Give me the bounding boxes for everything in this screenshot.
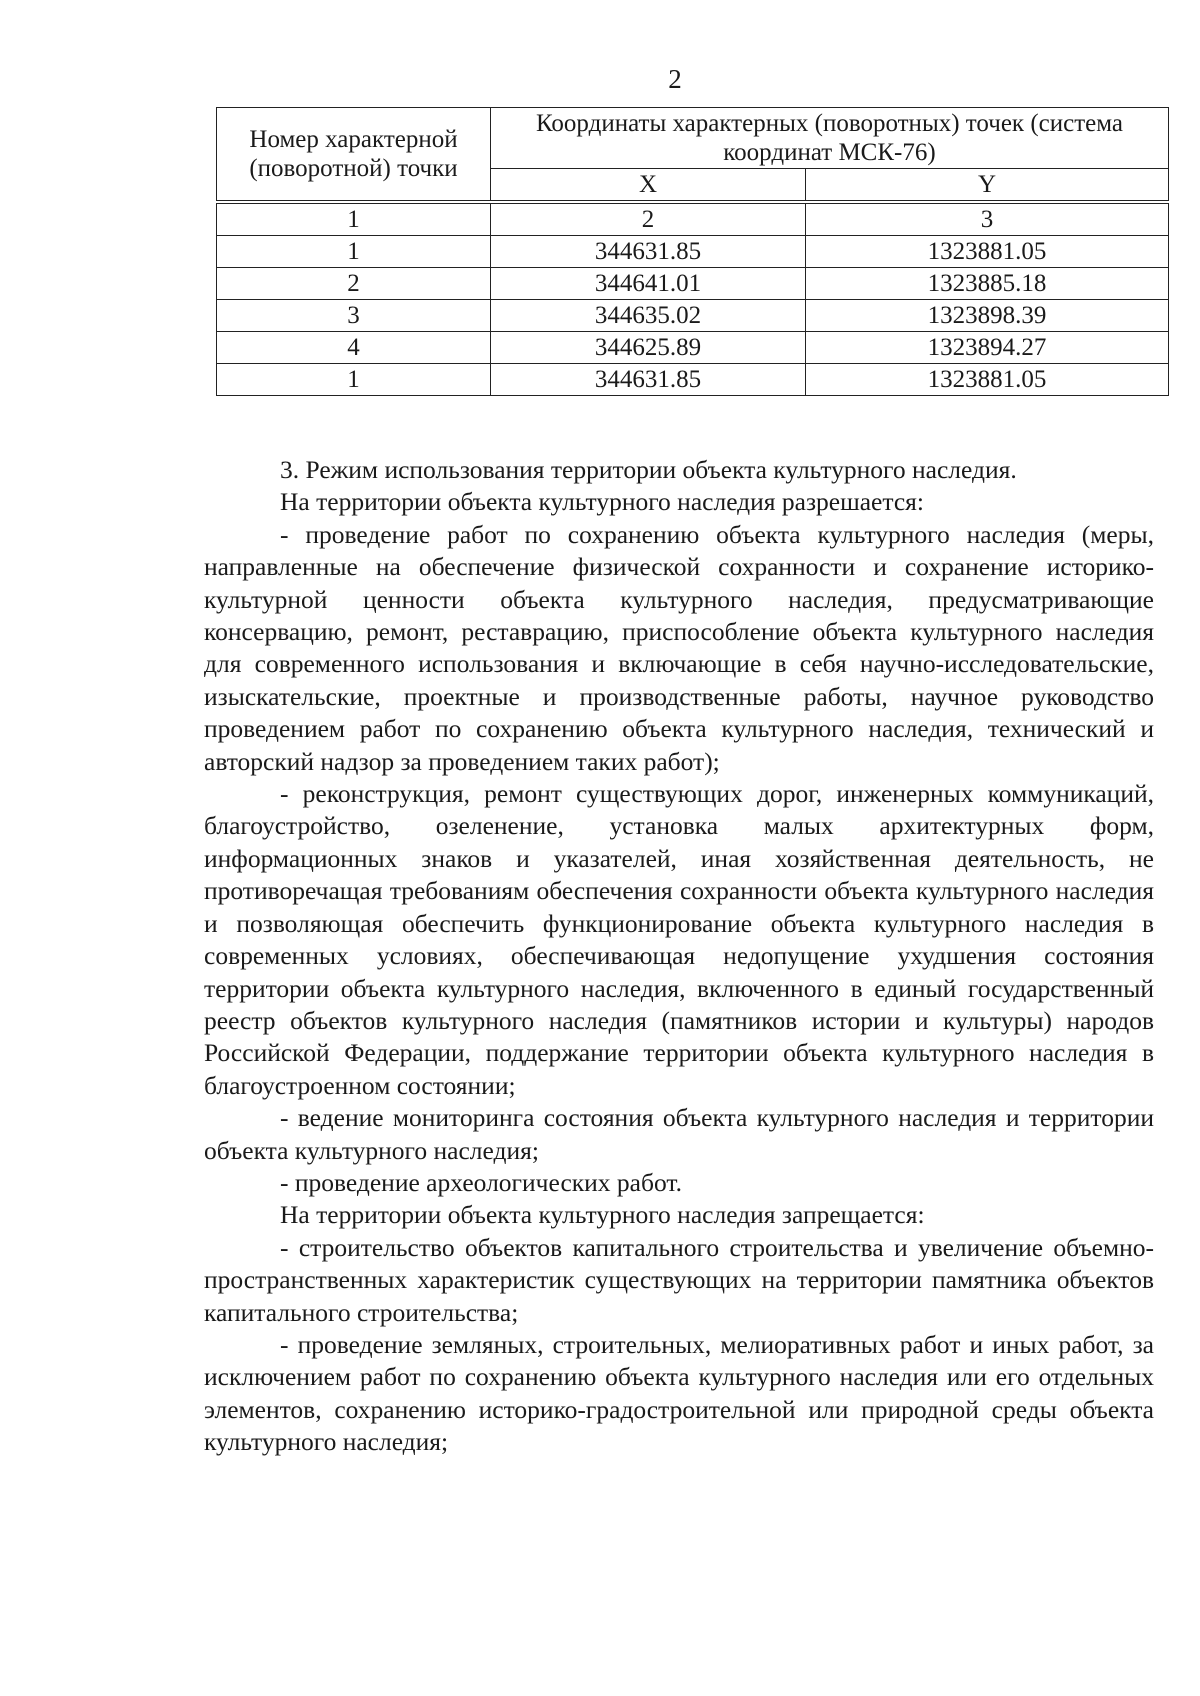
prohibited-item: - строительство объектов капитального строительства и увеличение объемно-пространственных характеристик существующих на территории памятника объектов капитального строительства; (204, 1232, 1154, 1327)
header-y: Y (806, 169, 1169, 203)
allowed-item: - ведение мониторинга состояния объекта культурного наследия и территории объекта культурного наследия; (204, 1103, 1154, 1165)
header-coordinates: Координаты характерных (поворотных) точек (система координат МСК-76) (491, 108, 1169, 169)
column-number: 1 (217, 202, 491, 236)
table-header-row (217, 108, 1169, 169)
allowed-item: - проведение археологических работ. (280, 1167, 682, 1197)
page-number: 2 (668, 64, 682, 94)
allowed-item: - реконструкция, ремонт существующих дорог, инженерных коммуникаций, благоустройство, озеленение, установка малых архитектурных форм, информационных знаков и указателей, иная хозяйственная деятельность, не противоречащая требованиям обеспечения сохранности объекта культурного наследия и позволяющая обеспечить функционирование объекта культурного наследия в современных условиях, обеспечивающая недопущение ухудшения состояния территории объекта культурного наследия, включенного в единый государственный реестр объектов культурного наследия (памятников истории и культуры) народов Российской Федерации, поддержание территории объекта культурного наследия в благоустроенном состоянии; (204, 779, 1154, 1100)
point-cell: 1 (217, 236, 491, 268)
y-cell: 1323881.05 (806, 236, 1169, 268)
y-cell: 1323885.18 (806, 268, 1169, 300)
prohibited-item: - проведение земляных, строительных, мелиоративных работ и иных работ, за исключением работ по сохранению объекта культурного наследия или его отдельных элементов, сохранению историко-градостроительной или природной среды объекта культурного наследия; (204, 1329, 1154, 1457)
table-row (217, 332, 1169, 364)
x-cell: 344635.02 (491, 300, 806, 332)
x-cell: 344631.85 (491, 236, 806, 268)
y-cell: 1323881.05 (806, 364, 1169, 396)
point-cell: 2 (217, 268, 491, 300)
table-row (217, 364, 1169, 396)
coordinates-table (216, 107, 1169, 396)
allowed-item: - проведение работ по сохранению объекта культурного наследия (меры, направленные на обеспечение физической сохранности и сохранение историко-культурной ценности объекта культурного наследия, предусматривающие консервацию, ремонт, реставрацию, приспособление объекта культурного наследия для современного использования и включающие в себя научно-исследовательские, изыскательские, проектные и производственные работы, научное руководство проведением работ по сохранению объекта культурного наследия, технический и авторский надзор за проведением таких работ); (204, 519, 1154, 776)
column-number-row (217, 202, 1169, 236)
x-cell: 344625.89 (491, 332, 806, 364)
x-cell: 344631.85 (491, 364, 806, 396)
x-cell: 344641.01 (491, 268, 806, 300)
header-point-number: Номер характерной (поворотной) точки (217, 108, 491, 203)
y-cell: 1323894.27 (806, 332, 1169, 364)
point-cell: 3 (217, 300, 491, 332)
column-number: 3 (806, 202, 1169, 236)
table-row (217, 236, 1169, 268)
point-cell: 1 (217, 364, 491, 396)
table-row (217, 268, 1169, 300)
section-heading: 3. Режим использования территории объекта культурного наследия. (280, 455, 1017, 484)
point-cell: 4 (217, 332, 491, 364)
column-number: 2 (491, 202, 806, 236)
body-text (204, 454, 1154, 1459)
prohibited-intro: На территории объекта культурного наследия запрещается: (280, 1200, 925, 1230)
y-cell: 1323898.39 (806, 300, 1169, 332)
table-row (217, 300, 1169, 332)
header-x: X (491, 169, 806, 203)
allowed-intro: На территории объекта культурного наследия разрешается: (280, 487, 924, 517)
